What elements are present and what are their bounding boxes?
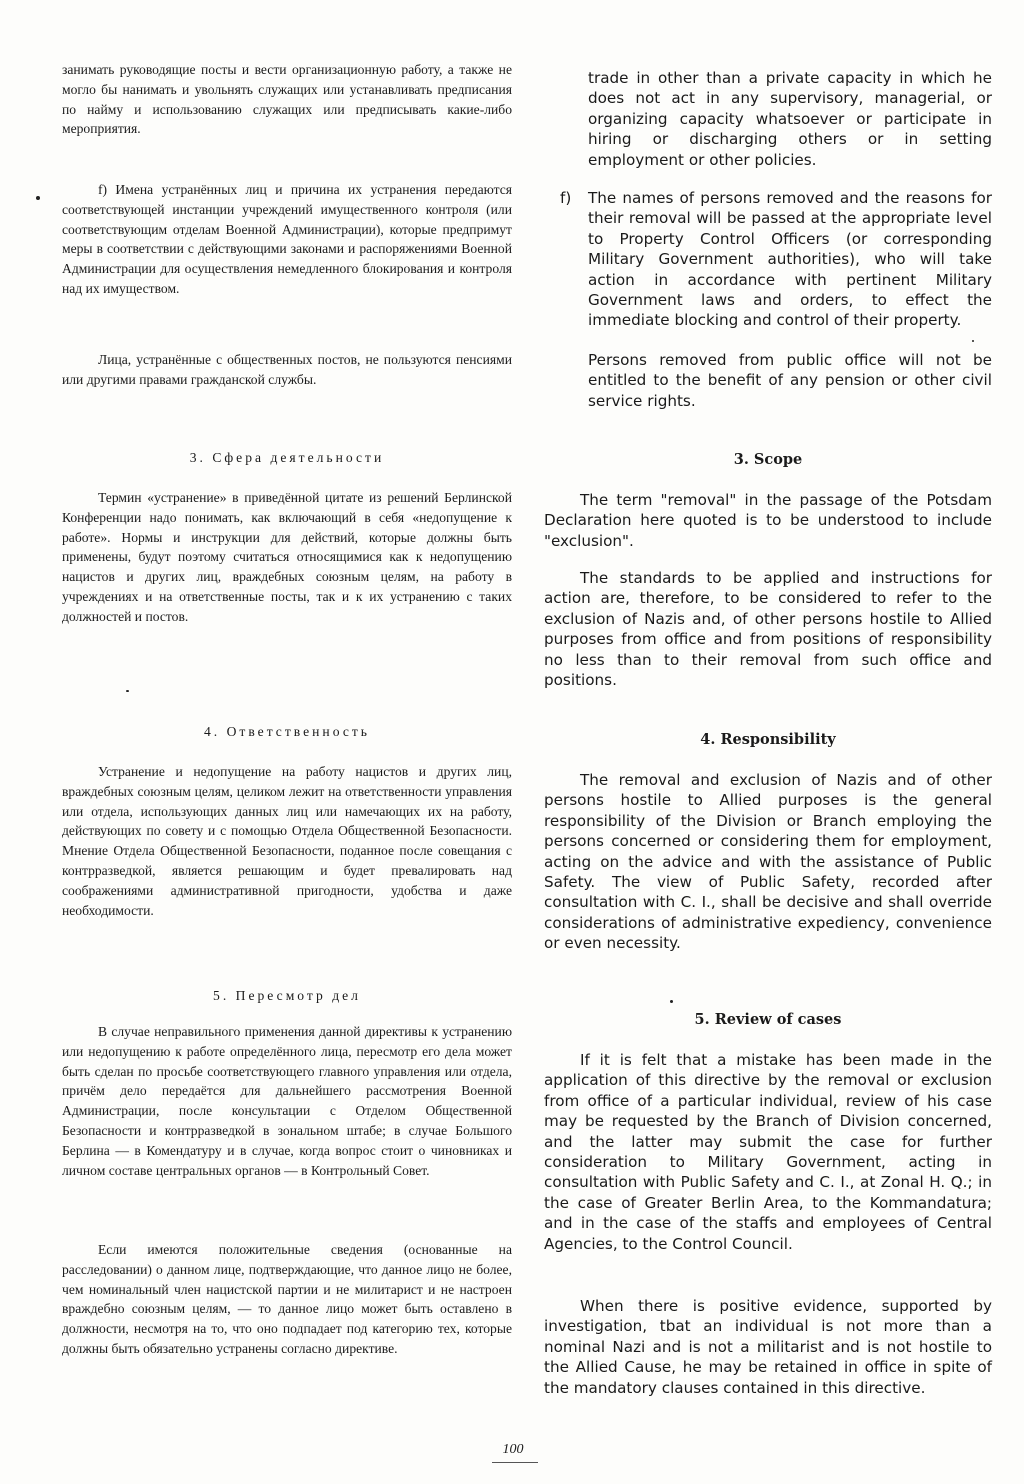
page-number-underline [492, 1462, 538, 1463]
ru-paragraph-pension: Лица, устранённые с общественных постов, не пользуются пенсиями или другими правами гражданской службы. [62, 352, 512, 387]
scan-speck [126, 690, 129, 692]
ru-heading-scope: 3. Сфера деятельности [189, 450, 385, 465]
ru-heading-responsibility: 4. Ответственность [203, 724, 371, 739]
ru-heading-review: 5. Пересмотр дел [213, 988, 361, 1003]
ru-paragraph-review: В случае неправильного применения данной директивы к устранению или недопущению к работе определённого лица, пересмотр его дела может быть сделан по просьбе соответствующего главного управления или отдела, причём дело передаётся для дальнейшего рассмотрения Военной Администрации, после консультации с Отделом Общественной Безопасности и контрразведкой в зональном штабе; в случае Большого Берлина — в Комендатуру и в случае, когда вопрос стоит о чиновниках и личном составе центральных органов — в Контрольный Совет. [62, 1024, 512, 1178]
en-paragraph-standards: The standards to be applied and instructions for action are, therefore, to be considered to refer to the exclusion of Nazis and, of other persons hostile to Allied purposes from office and from positions of responsibility no less than to their removal from such office and positions. [544, 569, 992, 690]
scan-speck [972, 340, 974, 342]
en-paragraph-pension: Persons removed from public office will not be entitled to the benefit of any pension or other civil service rights. [588, 351, 992, 410]
en-paragraph-retained: When there is positive evidence, supported by investigation, tbat an individual is not more than a nominal Nazi and is not a militarist and is not hostile to the Allied Cause, he may be retained in office in spite of the mandatory clauses contained in this directive. [544, 1297, 992, 1397]
en-item-label-f: f) [560, 189, 572, 207]
ru-paragraph-f: f) Имена устранённых лиц и причина их устранения передаются соответствующей инстанции учреждений имущественного контроля (или соответствующим отделам Военной Администрации), которые предпримут меры в соответствии с действующими законами и распоряжениями Военной Администрации для осуществления немедленного блокирования и контроля над их имуществом. [62, 182, 512, 296]
scan-speck [670, 1000, 673, 1003]
ru-paragraph-retained: Если имеются положительные сведения (основанные на расследовании) о данном лице, подтверждающие, что данное лицо не более, чем номинальный член нацистской партии и не милитарист и не настроен враждебно союзным целям, — то данное лицо может быть оставлено в должности, несмотря на то, что оно подпадает под категорию тех, которые должны быть обязательно устранены согласно директиве. [62, 1242, 512, 1356]
en-paragraph-f-text: The names of persons removed and the reasons for their removal will be passed at the appropriate level to Property Control Officers (or corresponding Military Government authorities), who will take action in accordance with pertinent Military Government laws and orders, to effect the immediate blocking and control of their property. [588, 189, 992, 330]
en-paragraph-f [544, 188, 992, 331]
page-number: 100 [502, 1442, 524, 1457]
en-heading-review: 5. Review of cases [694, 1011, 842, 1028]
en-paragraph-scope: The term "removal" in the passage of the Potsdam Declaration here quoted is to be understood to include "exclusion". [544, 491, 992, 550]
en-paragraph-continuation: trade in other than a private capacity in which he does not act in any supervisory, managerial, or organizing capacity whatsoever or participate in hiring or discharging others or in setting employment or other policies. [588, 69, 992, 169]
ru-paragraph-responsibility: Устранение и недопущение на работу нацистов и других лиц, враждебных союзным целям, целиком лежит на ответственности управления или отдела, использующих данных лиц или намечающих их на работу, действующих по совету и с помощью Отдела Общественной Безопасности. Мнение Отдела Общественной Безопасности, поданное после совещания с контрразведкой, является решающим и будет превалировать над соображениями административной пригодности, удобства и даже необходимости. [62, 764, 512, 918]
en-heading-scope: 3. Scope [733, 451, 803, 468]
en-paragraph-responsibility: The removal and exclusion of Nazis and of other persons hostile to Allied purposes is the general responsibility of the Division or Branch employing the persons concerned or considering them for employment, acting on the advice and with the assistance of Public Safety. The view of Public Safety, recorded after consultation with C. I., shall be decisive and shall override considerations of administrative expediency, convenience or even necessity. [544, 771, 992, 953]
en-heading-responsibility: 4. Responsibility [700, 731, 836, 748]
ru-paragraph-continuation: занимать руководящие посты и вести организационную работу, а также не могло бы нанимать и увольнять служащих или устанавливать предписания по найму и использованию служащих или предписывать какие-либо мероприятия. [62, 62, 512, 137]
ru-paragraph-scope: Термин «устранение» в приведённой цитате из решений Берлинской Конференции надо понимать, как включающий в себя «недопущение к работе». Нормы и инструкции для действий, которые должны быть применены, будут поэтому считаться относящимися как к недопущению нацистов и других лиц, враждебных союзным целям, на работу в учреждениях и на ответственные посты, так и к их устранению с таких должностей и постов. [62, 490, 512, 624]
en-paragraph-review: If it is felt that a mistake has been made in the application of this directive by the removal or exclusion from office of a particular individual, review of his case may be requested by the Branch of Division concerned, and the latter may submit the case for further consideration to Military Government, acting in consultation with Public Safety and C. I., at Zonal H. Q.; in the case of Greater Berlin Area, to the Kommandatura; and in the case of the staffs and employees of Central Agencies, to the Control Council. [544, 1051, 992, 1253]
scan-speck [36, 196, 40, 200]
